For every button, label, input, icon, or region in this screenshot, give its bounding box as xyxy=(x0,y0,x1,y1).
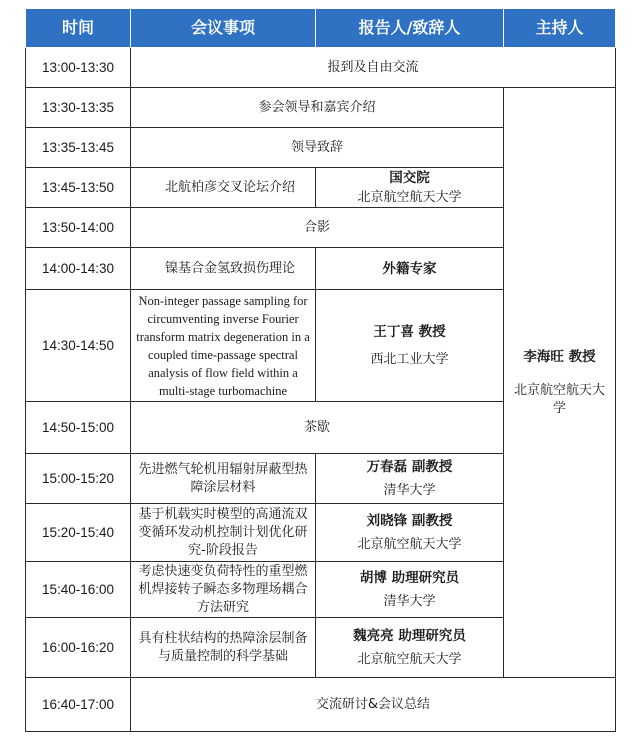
item-cell: 茶歇 xyxy=(131,402,504,454)
item-cell: 报到及自由交流 xyxy=(131,48,616,88)
time-cell: 15:20-15:40 xyxy=(26,504,131,562)
table-row xyxy=(26,678,616,732)
host-cell xyxy=(504,88,616,678)
table-row xyxy=(26,88,616,128)
speaker-org: 北京航空航天大学 xyxy=(357,536,462,552)
header-item: 会议事项 xyxy=(131,9,316,48)
speaker-name: 万春磊 副教授 xyxy=(366,458,453,475)
time-cell: 16:40-17:00 xyxy=(26,678,131,732)
speaker-name: 魏亮亮 助理研究员 xyxy=(353,627,466,644)
time-cell: 13:50-14:00 xyxy=(26,208,131,248)
time-cell: 13:45-13:50 xyxy=(26,168,131,208)
header-row xyxy=(26,9,616,48)
speaker-name: 胡博 助理研究员 xyxy=(359,569,460,586)
item-cell: 参会领导和嘉宾介绍 xyxy=(131,88,504,128)
speaker-name: 王丁喜 教授 xyxy=(373,323,446,340)
time-cell: 14:30-14:50 xyxy=(26,290,131,402)
time-cell: 14:00-14:30 xyxy=(26,248,131,290)
time-cell: 13:30-13:35 xyxy=(26,88,131,128)
speaker-cell xyxy=(316,168,504,208)
speaker-name: 外籍专家 xyxy=(382,260,437,277)
time-cell: 13:35-13:45 xyxy=(26,128,131,168)
agenda-table xyxy=(25,8,616,732)
table-row xyxy=(26,48,616,88)
item-cell: 交流研讨&会议总结 xyxy=(131,678,616,732)
speaker-cell xyxy=(316,248,504,290)
item-cell: 领导致辞 xyxy=(131,128,504,168)
host-name: 李海旺 教授 xyxy=(523,348,596,365)
item-cell: 镍基合金氢致损伤理论 xyxy=(131,248,316,290)
speaker-org: 西北工业大学 xyxy=(370,351,449,367)
speaker-org: 北京航空航天大学 xyxy=(357,651,462,667)
header-host: 主持人 xyxy=(504,9,616,48)
speaker-name: 国交院 xyxy=(389,169,430,186)
speaker-cell xyxy=(316,562,504,618)
time-cell: 15:00-15:20 xyxy=(26,454,131,504)
speaker-org: 清华大学 xyxy=(383,482,436,498)
speaker-name: 刘晓锋 副教授 xyxy=(366,512,453,529)
item-cell: 北航柏彦交叉论坛介绍 xyxy=(131,168,316,208)
speaker-cell xyxy=(316,454,504,504)
time-cell: 14:50-15:00 xyxy=(26,402,131,454)
item-cell: 先进燃气轮机用辐射屏蔽型热障涂层材料 xyxy=(131,454,316,504)
item-cell: 具有柱状结构的热障涂层制备与质量控制的科学基础 xyxy=(131,618,316,678)
item-cell: 基于机载实时模型的高通流双变循环发动机控制计划优化研究-阶段报告 xyxy=(131,504,316,562)
speaker-org: 清华大学 xyxy=(383,593,436,609)
item-cell: Non-integer passage sampling for circumventing inverse Fourier transform matrix degeneration in a coupled time-passage spectral analysis of flow field within a multi-stage turbomachine xyxy=(131,290,316,402)
time-cell: 13:00-13:30 xyxy=(26,48,131,88)
speaker-cell xyxy=(316,618,504,678)
header-speaker: 报告人/致辞人 xyxy=(316,9,504,48)
item-cell: 合影 xyxy=(131,208,504,248)
speaker-cell xyxy=(316,290,504,402)
header-time: 时间 xyxy=(26,9,131,48)
time-cell: 16:00-16:20 xyxy=(26,618,131,678)
item-cell: 考虑快速变负荷特性的重型燃机焊接转子瞬态多物理场耦合方法研究 xyxy=(131,562,316,618)
host-org: 北京航空航天大学 xyxy=(513,382,605,416)
speaker-cell xyxy=(316,504,504,562)
speaker-org: 北京航空航天大学 xyxy=(357,189,462,205)
time-cell: 15:40-16:00 xyxy=(26,562,131,618)
